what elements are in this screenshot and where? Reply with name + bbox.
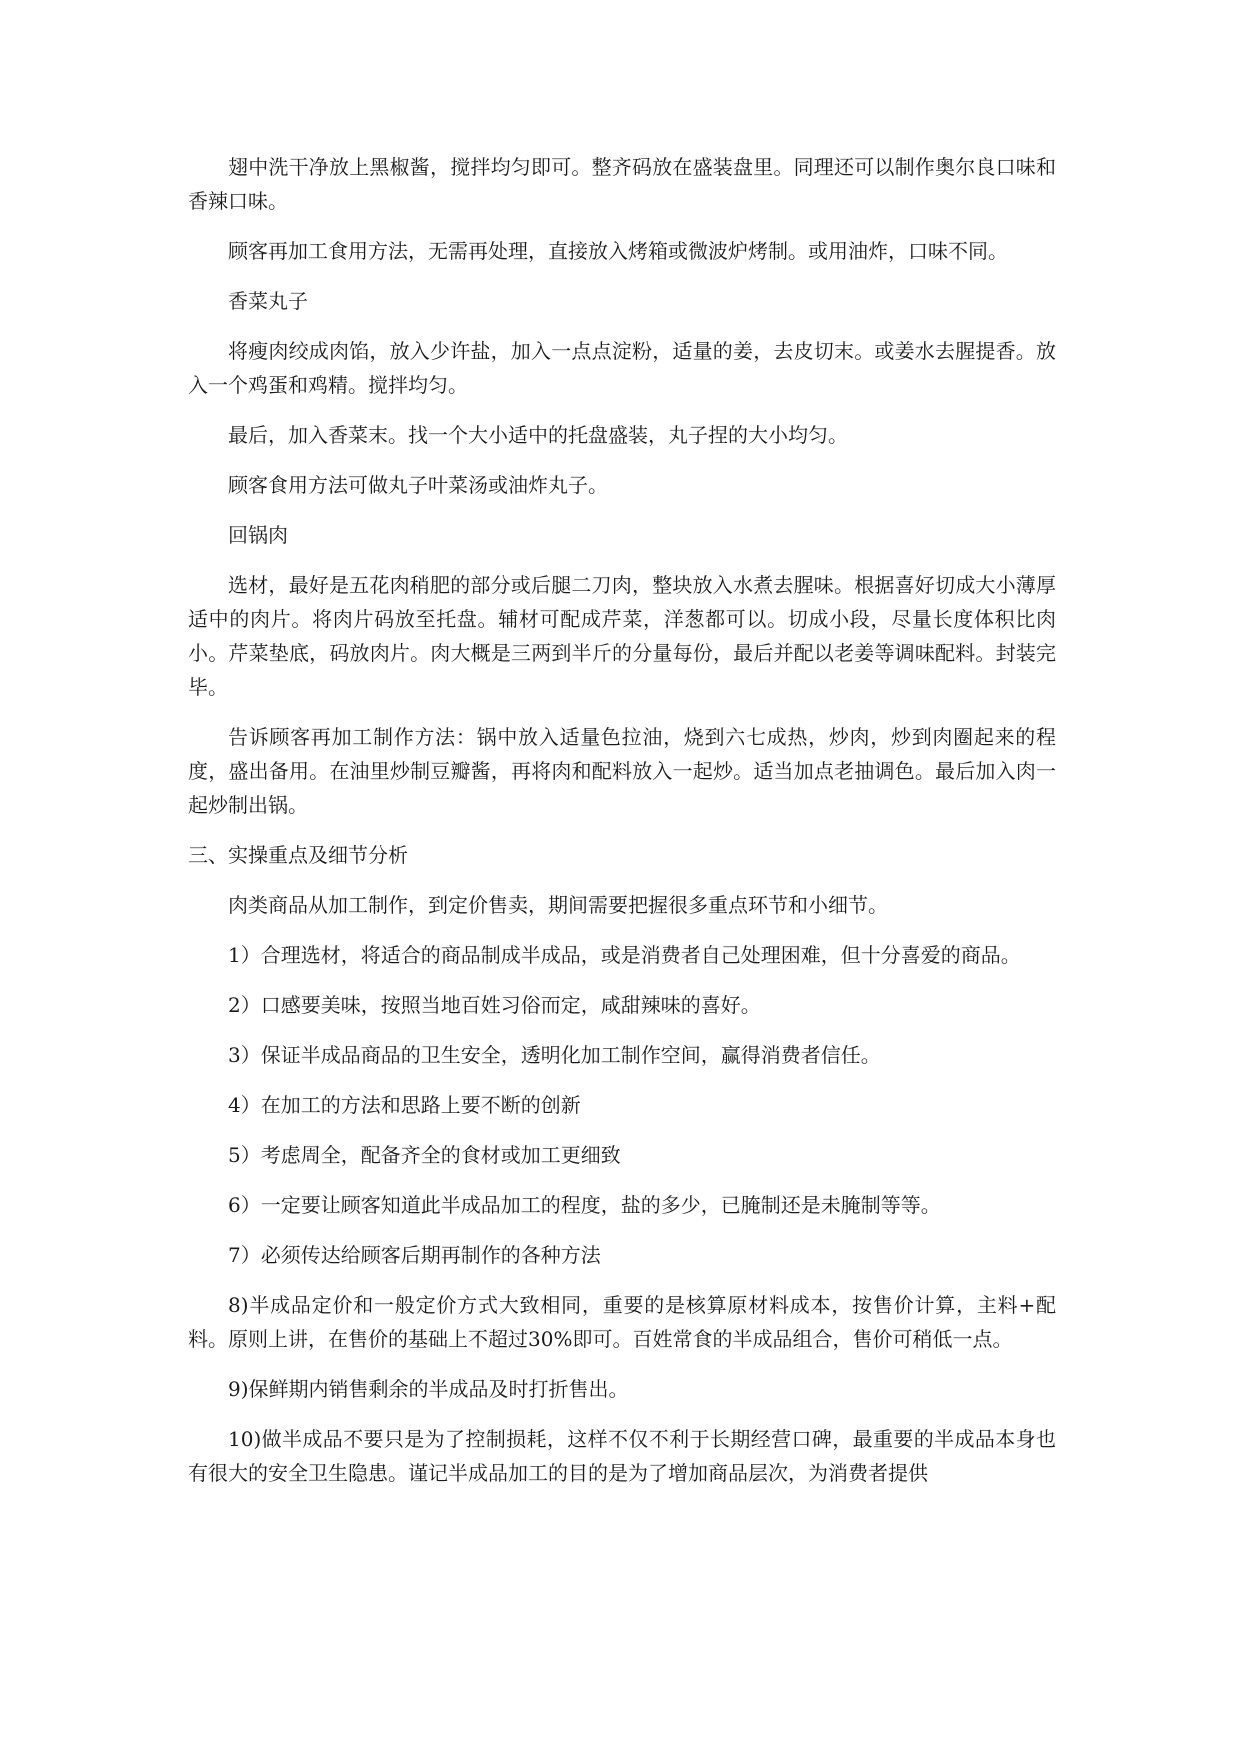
document-page: [188, 150, 1056, 1506]
body-paragraph: 肉类商品从加工制作，到定价售卖，期间需要把握很多重点环节和小细节。: [228, 893, 888, 917]
body-paragraph: 6）一定要让顾客知道此半成品加工的程度，盐的多少，已腌制还是未腌制等等。: [228, 1193, 941, 1217]
body-paragraph: 1）合理选材，将适合的商品制成半成品，或是消费者自己处理困难，但十分喜爱的商品。: [228, 943, 1021, 967]
body-paragraph: 将瘦肉绞成肉馅，放入少许盐，加入一点点淀粉，适量的姜，去皮切末。或姜水去腥提香。放入一个鸡蛋和鸡精。搅拌均匀。: [188, 339, 1056, 397]
body-paragraph: 顾客食用方法可做丸子叶菜汤或油炸丸子。: [228, 473, 608, 497]
section-heading: 三、实操重点及细节分析: [188, 843, 408, 867]
body-paragraph: 3）保证半成品商品的卫生安全，透明化加工制作空间，赢得消费者信任。: [228, 1043, 881, 1067]
body-paragraph: 9)保鲜期内销售剩余的半成品及时打折售出。: [228, 1377, 629, 1401]
body-paragraph: 5）考虑周全，配备齐全的食材或加工更细致: [228, 1143, 621, 1167]
body-paragraph: 顾客再加工食用方法，无需再处理，直接放入烤箱或微波炉烤制。或用油炸，口味不同。: [228, 239, 1008, 263]
body-paragraph: 2）口感要美味，按照当地百姓习俗而定，咸甜辣味的喜好。: [228, 993, 761, 1017]
body-paragraph: 翅中洗干净放上黑椒酱，搅拌均匀即可。整齐码放在盛装盘里。同理还可以制作奥尔良口味和香辣口味。: [188, 155, 1056, 213]
body-paragraph: 10)做半成品不要只是为了控制损耗，这样不仅不利于长期经营口碑，最重要的半成品本身也有很大的安全卫生隐患。谨记半成品加工的目的是为了增加商品层次，为消费者提供: [188, 1427, 1056, 1485]
body-paragraph: 告诉顾客再加工制作方法：锅中放入适量色拉油，烧到六七成热，炒肉，炒到肉圈起来的程度，盛出备用。在油里炒制豆瓣酱，再将肉和配料放入一起炒。适当加点老抽调色。最后加入肉一起炒制出锅。: [188, 725, 1056, 817]
body-paragraph: 选材，最好是五花肉稍肥的部分或后腿二刀肉，整块放入水煮去腥味。根据喜好切成大小薄厚适中的肉片。将肉片码放至托盘。辅材可配成芹菜，洋葱都可以。切成小段，尽量长度体积比肉小。芹菜垫底，码放肉片。肉大概是三两到半斤的分量每份，最后并配以老姜等调味配料。封装完毕。: [188, 573, 1056, 699]
body-paragraph: 回锅肉: [228, 523, 288, 547]
body-paragraph: 最后，加入香菜末。找一个大小适中的托盘盛装，丸子捏的大小均匀。: [228, 423, 848, 447]
body-paragraph: 4）在加工的方法和思路上要不断的创新: [228, 1093, 581, 1117]
body-paragraph: 香菜丸子: [228, 289, 308, 313]
body-paragraph: 8)半成品定价和一般定价方式大致相同，重要的是核算原材料成本，按售价计算，主料+配料。原则上讲，在售价的基础上不超过30%即可。百姓常食的半成品组合，售价可稍低一点。: [188, 1293, 1056, 1351]
body-paragraph: 7）必须传达给顾客后期再制作的各种方法: [228, 1243, 601, 1267]
